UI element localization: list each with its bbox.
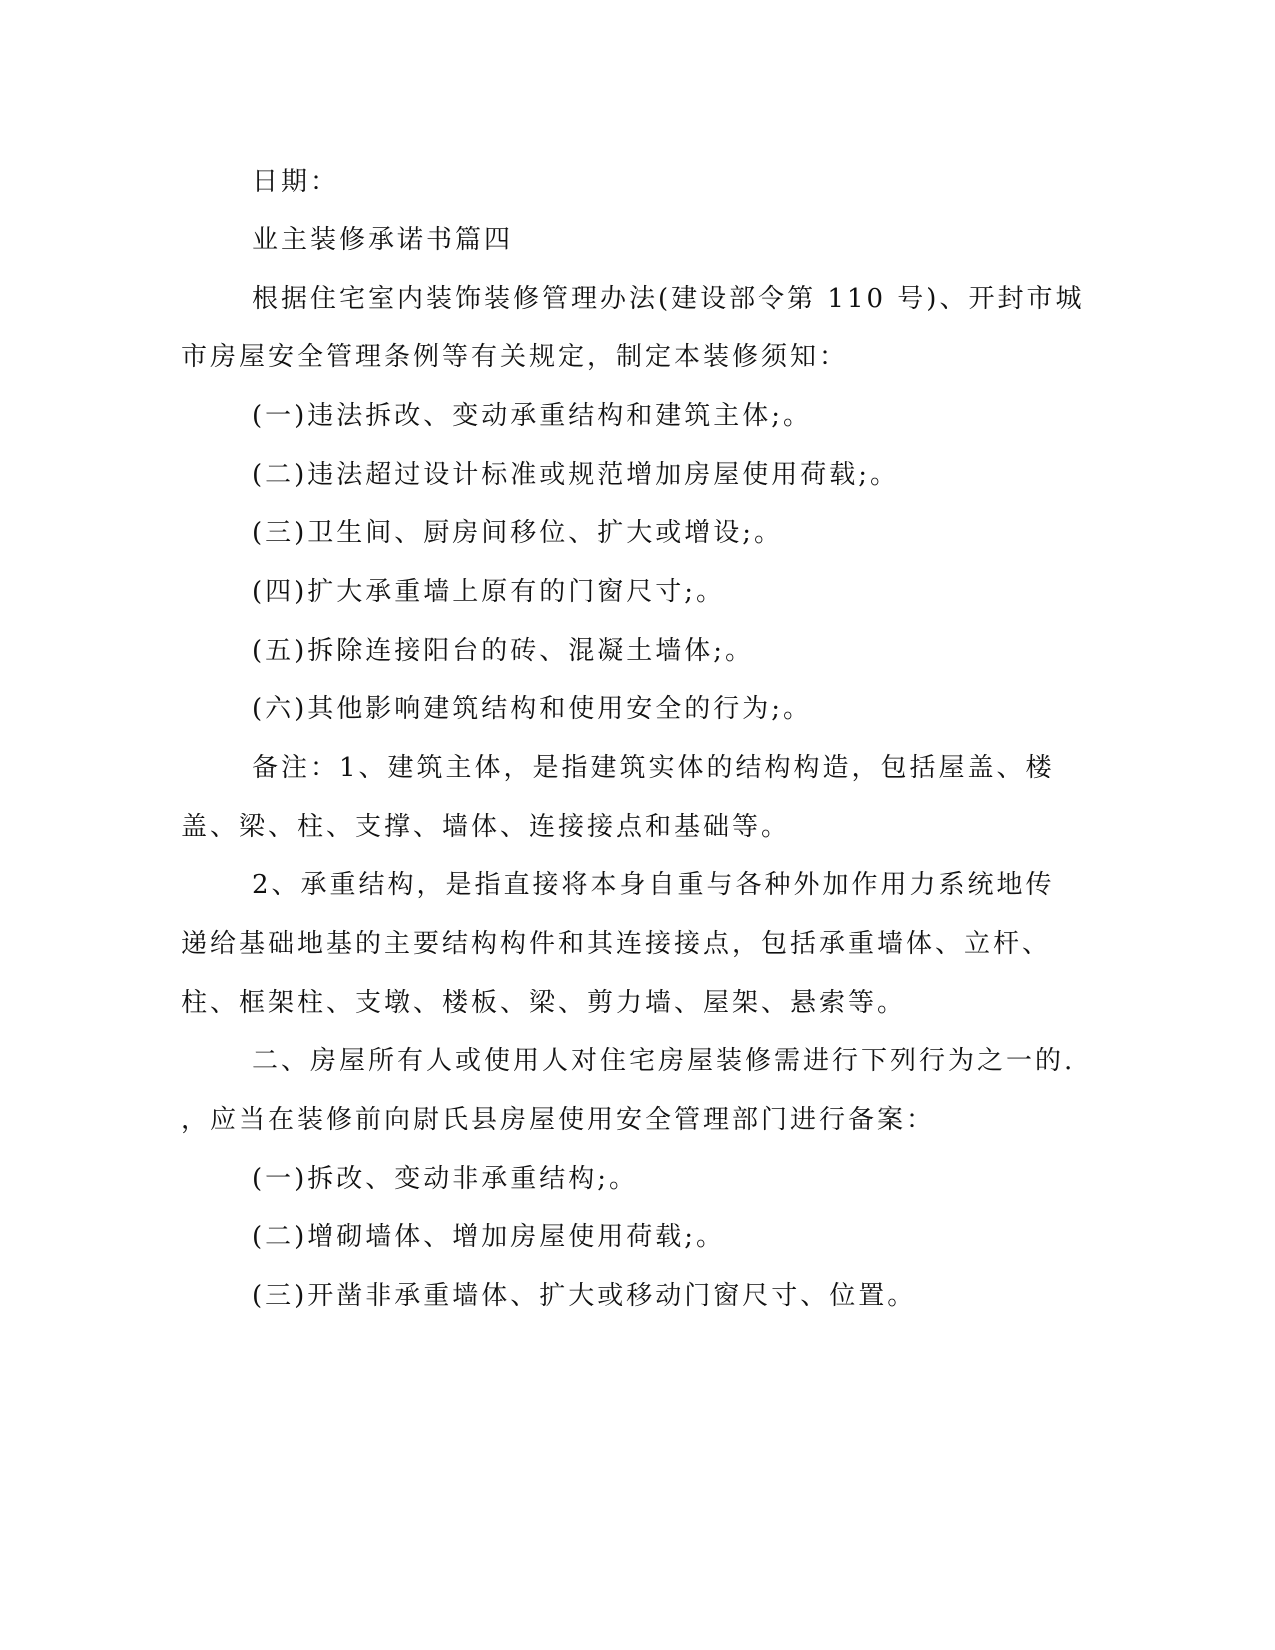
list-item-2: (二)违法超过设计标准或规范增加房屋使用荷载;。 [252, 460, 900, 490]
list-item-6: (六)其他影响建筑结构和使用安全的行为;。 [252, 694, 813, 724]
note-paragraph-line-2: 盖、梁、柱、支撑、墙体、连接接点和基础等。 [181, 812, 791, 842]
section-2-paragraph-line-1: 二、房屋所有人或使用人对住宅房屋装修需进行下列行为之一的. [252, 1046, 1076, 1076]
note-2-paragraph-line-1: 2、承重结构，是指直接将本身自重与各种外加作用力系统地传 [252, 870, 1055, 900]
note-2-paragraph-line-2: 递给基础地基的主要结构构件和其连接接点，包括承重墙体、立杆、 [181, 929, 1052, 959]
section-2-list-item-2: (二)增砌墙体、增加房屋使用荷载;。 [252, 1222, 726, 1252]
section-2-paragraph-line-2: ，应当在装修前向尉氏县房屋使用安全管理部门进行备案： [181, 1105, 936, 1135]
intro-paragraph-line-1: 根据住宅室内装饰装修管理办法(建设部令第 110 号)、开封市城 [252, 284, 1085, 314]
section-2-list-item-1: (一)拆改、变动非承重结构;。 [252, 1164, 639, 1194]
note-paragraph-line-1: 备注：1、建筑主体，是指建筑实体的结构构造，包括屋盖、楼 [252, 753, 1055, 783]
list-item-4: (四)扩大承重墙上原有的门窗尺寸;。 [252, 577, 726, 607]
list-item-3: (三)卫生间、厨房间移位、扩大或增设;。 [252, 518, 784, 548]
intro-paragraph-line-2: 市房屋安全管理条例等有关规定，制定本装修须知： [181, 342, 849, 372]
section-heading: 业主装修承诺书篇四 [252, 225, 514, 255]
note-2-paragraph-line-3: 柱、框架柱、支墩、楼板、梁、剪力墙、屋架、悬索等。 [181, 988, 907, 1018]
list-item-1: (一)违法拆改、变动承重结构和建筑主体;。 [252, 401, 813, 431]
list-item-5: (五)拆除连接阳台的砖、混凝土墙体;。 [252, 636, 755, 666]
date-label: 日期： [252, 167, 340, 197]
section-2-list-item-3: (三)开凿非承重墙体、扩大或移动门窗尺寸、位置。 [252, 1281, 917, 1311]
